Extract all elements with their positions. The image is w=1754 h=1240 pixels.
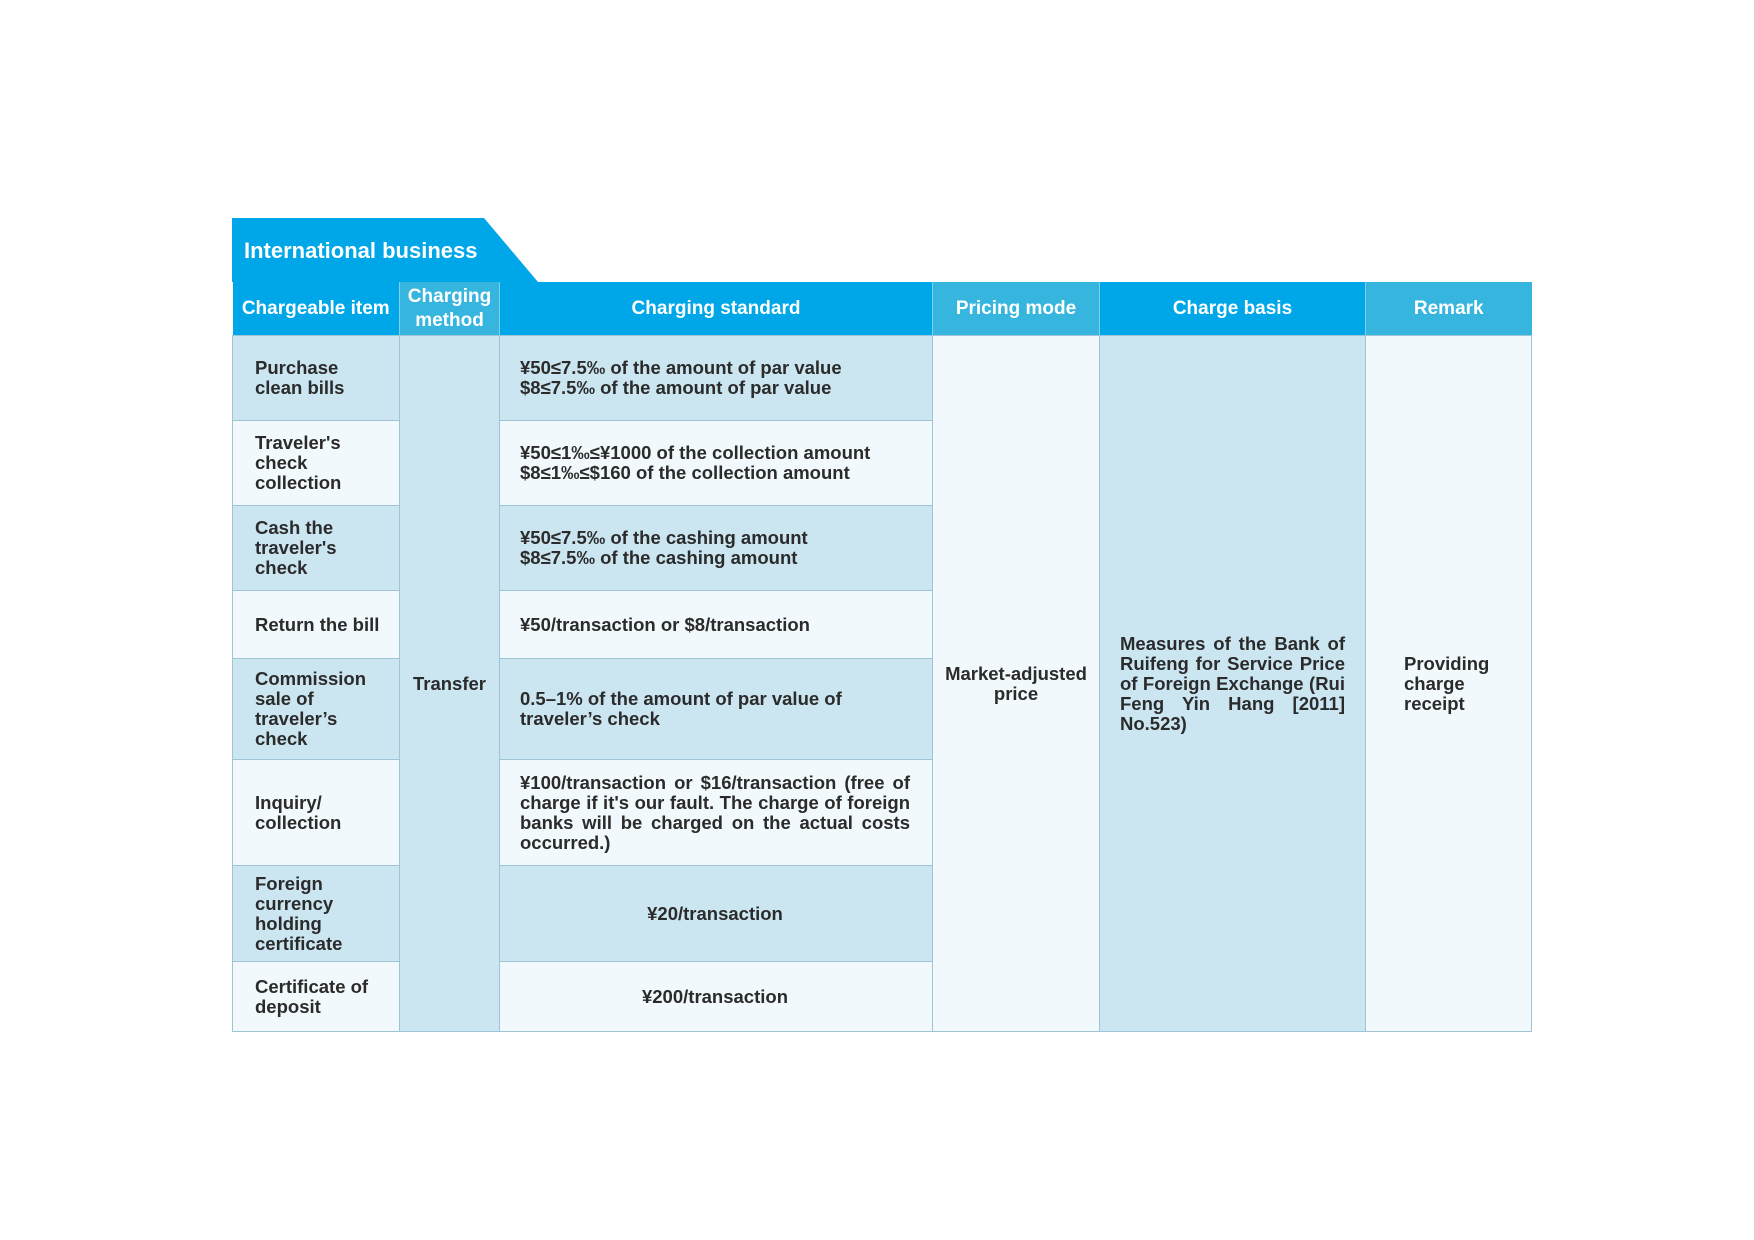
charging-standard xyxy=(500,506,933,591)
standard-line: $8≤7.5‰ of the amount of par value xyxy=(520,377,832,398)
header-charge-basis: Charge basis xyxy=(1100,282,1366,336)
charging-standard: ¥20/transaction xyxy=(500,866,933,962)
remark: Providing charge receipt xyxy=(1366,336,1532,1032)
charging-standard: ¥50/transaction or $8/transaction xyxy=(500,591,933,659)
header-charging-method: Charging method xyxy=(400,282,500,336)
fee-table-section xyxy=(232,218,1531,1032)
chargeable-item: Return the bill xyxy=(233,591,400,659)
charging-standard: ¥200/transaction xyxy=(500,962,933,1032)
chargeable-item: Inquiry/ collection xyxy=(233,760,400,866)
header-chargeable-item: Chargeable item xyxy=(233,282,400,336)
section-tab xyxy=(232,218,538,282)
header-row xyxy=(233,282,1532,336)
chargeable-item: Commission sale of traveler’s check xyxy=(233,659,400,760)
charging-standard xyxy=(500,421,933,506)
charging-standard: ¥100/transaction or $16/transaction (free of charge if it's our fault. The charge of foreign banks will be charged on the actual costs occurred.) xyxy=(500,760,933,866)
charging-standard: 0.5–1% of the amount of par value of traveler’s check xyxy=(500,659,933,760)
header-pricing-mode: Pricing mode xyxy=(933,282,1100,336)
chargeable-item: Certificate of deposit xyxy=(233,962,400,1032)
standard-line: ¥50≤7.5‰ of the cashing amount xyxy=(520,527,808,548)
standard-line: ¥50≤1‰≤¥1000 of the collection amount xyxy=(520,442,871,463)
section-title: International business xyxy=(244,238,478,263)
standard-line: ¥50≤7.5‰ of the amount of par value xyxy=(520,357,842,378)
header-charging-standard: Charging standard xyxy=(500,282,933,336)
standard-line: $8≤1‰≤$160 of the collection amount xyxy=(520,462,850,483)
fee-table xyxy=(232,282,1532,1032)
charging-standard xyxy=(500,336,933,421)
charging-method: Transfer xyxy=(400,336,500,1032)
table-row xyxy=(233,336,1532,421)
chargeable-item: Foreign currency holding certificate xyxy=(233,866,400,962)
chargeable-item: Cash the traveler's check xyxy=(233,506,400,591)
chargeable-item: Purchase clean bills xyxy=(233,336,400,421)
standard-line: $8≤7.5‰ of the cashing amount xyxy=(520,547,798,568)
chargeable-item: Traveler's check collection xyxy=(233,421,400,506)
header-remark: Remark xyxy=(1366,282,1532,336)
pricing-mode: Market-adjusted price xyxy=(933,336,1100,1032)
charge-basis: Measures of the Bank of Ruifeng for Service Price of Foreign Exchange (Rui Feng Yin Hang [2011] No.523) xyxy=(1100,336,1366,1032)
